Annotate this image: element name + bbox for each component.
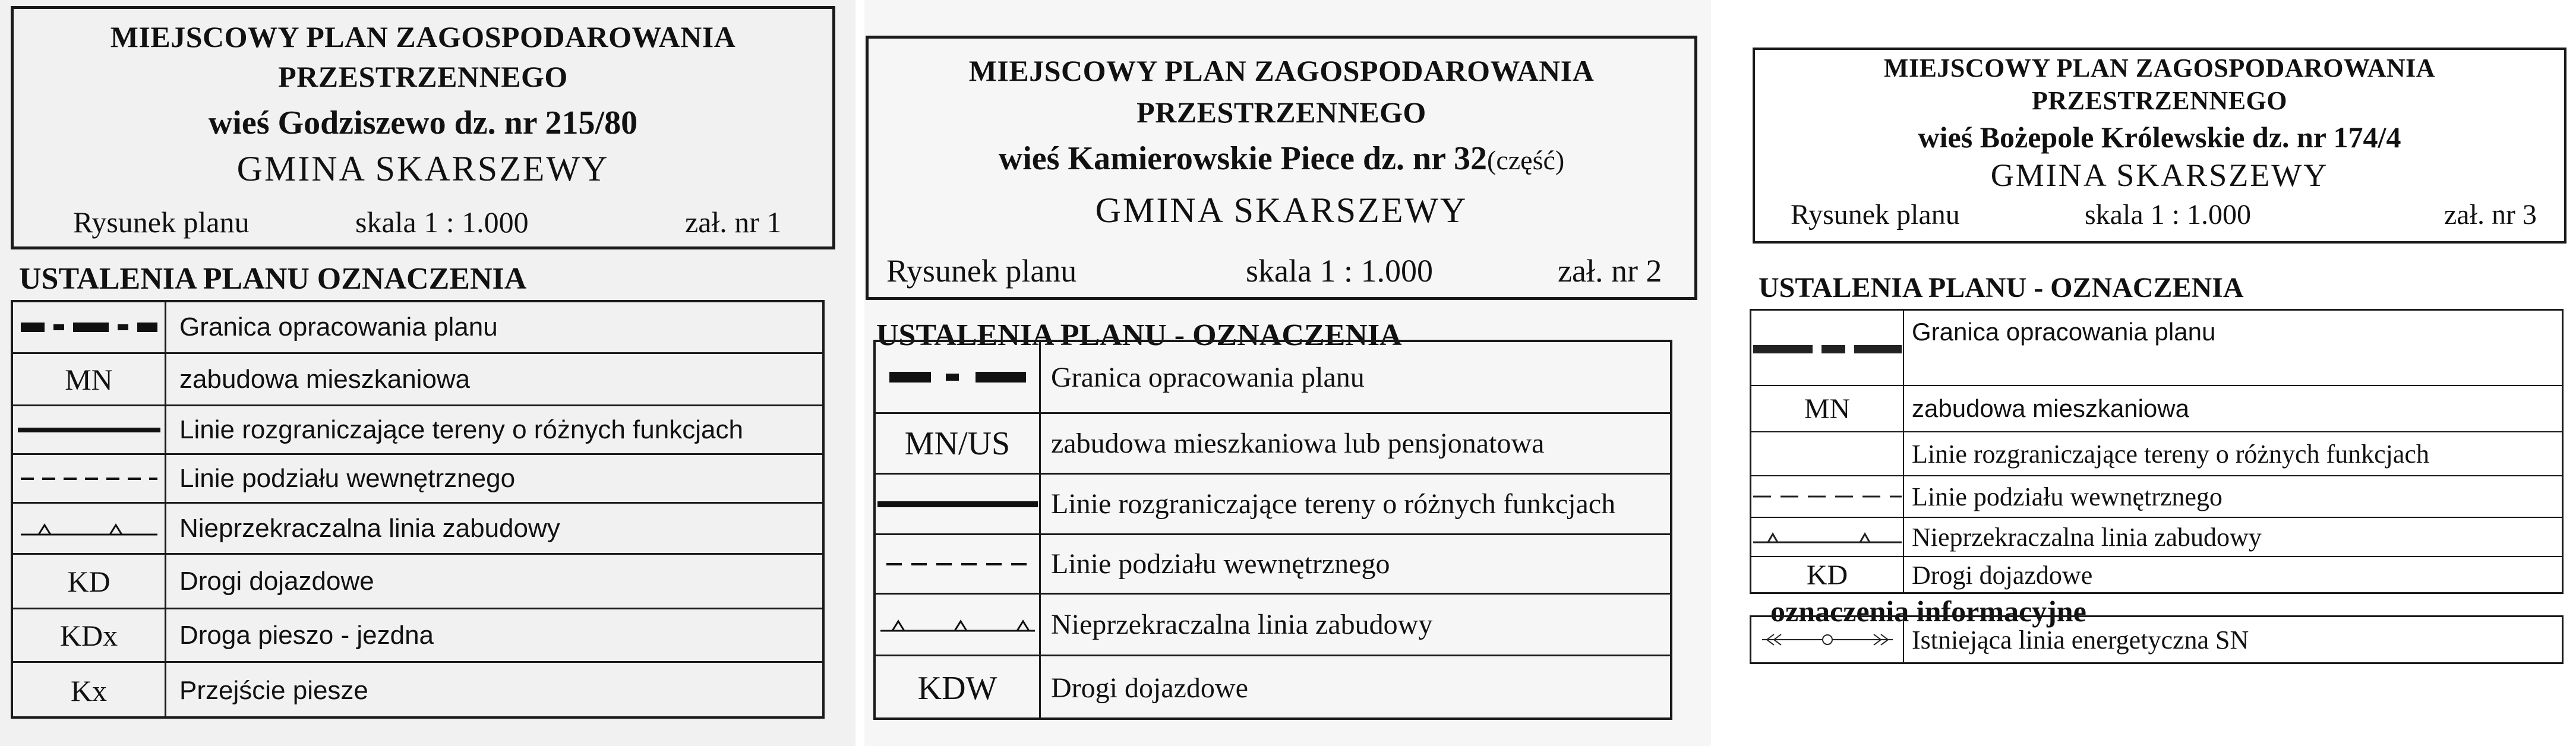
plan-sheet-3 xyxy=(1723,0,2576,746)
title-line-2: PRZESTRZENNEGO xyxy=(2032,86,2287,115)
gmina-label: GMINA SKARSZEWY xyxy=(1095,191,1468,230)
legend-table xyxy=(873,340,1672,720)
plan-sheet-2 xyxy=(864,0,1711,746)
title-line-2: PRZESTRZENNEGO xyxy=(278,60,568,93)
legend-row xyxy=(13,502,822,553)
legend-row xyxy=(1751,617,2562,662)
legend-row xyxy=(876,593,1670,655)
legend-row xyxy=(1751,385,2562,431)
division-line-symbol xyxy=(1751,476,1903,517)
legend-description: Linie podziału wewnętrznego xyxy=(1912,482,2223,511)
division-line-symbol xyxy=(876,535,1039,593)
legend-row xyxy=(1751,475,2562,517)
legend-description: zabudowa mieszkaniowa xyxy=(179,364,471,394)
legend-description: Linie podziału wewnętrznego xyxy=(1051,548,1390,580)
legend-symbol: MN xyxy=(65,362,113,396)
plan-sheet-1 xyxy=(0,0,855,746)
legend-heading: USTALENIA PLANU - OZNACZENIA xyxy=(1759,272,2244,304)
scale-label: skala 1 : 1.000 xyxy=(1246,253,1433,289)
legend-row xyxy=(876,655,1670,720)
scale-label: skala 1 : 1.000 xyxy=(355,206,529,239)
legend-row xyxy=(13,453,822,502)
legend-symbol: MN xyxy=(1804,393,1851,425)
info-legend-heading: oznaczenia informacyjne xyxy=(1770,595,2086,628)
legend-heading: USTALENIA PLANU OZNACZENIA xyxy=(19,262,527,296)
legend-description: Granica opracowania planu xyxy=(1051,361,1365,393)
legend-table xyxy=(11,300,825,719)
legend-row xyxy=(876,533,1670,593)
boundary-line-symbol xyxy=(876,475,1039,533)
legend-row xyxy=(1751,431,2562,475)
legend-description: Droga pieszo - jezdna xyxy=(179,620,434,650)
legend-symbol: KD xyxy=(1806,560,1848,591)
legend-row xyxy=(876,412,1670,473)
legend-description: Istniejąca linia energetyczna SN xyxy=(1912,625,2249,655)
gmina-label: GMINA SKARSZEWY xyxy=(1990,157,2329,193)
building-line-symbol xyxy=(13,504,165,553)
title-line-1: MIEJSCOWY PLAN ZAGOSPODAROWANIA xyxy=(968,54,1595,87)
legend-row xyxy=(13,302,822,352)
legend-description: zabudowa mieszkaniowa xyxy=(1912,394,2189,422)
legend-symbol: KD xyxy=(67,564,111,598)
legend-heading: USTALENIA PLANU - OZNACZENIA xyxy=(876,318,1402,352)
gmina-label: GMINA SKARSZEWY xyxy=(236,149,610,188)
legend-description: Przejście piesze xyxy=(179,676,368,705)
legend-symbol: MN/US xyxy=(904,425,1011,462)
legend-description: Linie rozgraniczające tereny o różnych funkcjach xyxy=(1912,439,2429,469)
building-line-symbol xyxy=(1751,518,1903,556)
title-block xyxy=(11,6,835,249)
title-line-1: MIEJSCOWY PLAN ZAGOSPODAROWANIA xyxy=(1883,53,2436,83)
scale-label: skala 1 : 1.000 xyxy=(2085,199,2251,230)
legend-row xyxy=(1751,311,2562,385)
legend-row xyxy=(13,352,822,404)
drawing-label: Rysunek planu xyxy=(1791,199,1960,230)
legend-description: Drogi dojazdowe xyxy=(179,566,374,596)
legend-row xyxy=(1751,556,2562,593)
plan-boundary-symbol xyxy=(1751,311,1903,385)
building-line-symbol xyxy=(876,595,1039,655)
division-line-symbol xyxy=(13,455,165,502)
legend-description: Linie rozgraniczające tereny o różnych funkcjach xyxy=(179,415,743,444)
attachment-label: zał. nr 3 xyxy=(2444,199,2537,230)
plan-boundary-symbol xyxy=(13,302,165,352)
power-line-symbol xyxy=(1751,617,1903,662)
legend-row xyxy=(13,661,822,719)
attachment-label: zał. nr 2 xyxy=(1558,253,1662,289)
legend-row xyxy=(13,404,822,453)
legend-description: Drogi dojazdowe xyxy=(1912,561,2093,590)
info-legend-table xyxy=(1750,615,2564,664)
legend-row xyxy=(876,473,1670,533)
plan-boundary-symbol xyxy=(876,342,1039,412)
legend-table xyxy=(1750,309,2564,594)
location-label: wieś Godziszewo dz. nr 215/80 xyxy=(208,105,638,141)
legend-row xyxy=(1751,517,2562,556)
legend-description: zabudowa mieszkaniowa lub pensjonatowa xyxy=(1051,428,1545,459)
legend-description: Linie rozgraniczające tereny o różnych funkcjach xyxy=(1051,488,1616,520)
boundary-line-symbol xyxy=(13,406,165,453)
attachment-label: zał. nr 1 xyxy=(685,206,782,239)
location-label xyxy=(869,140,1694,178)
legend-description: Granica opracowania planu xyxy=(179,312,498,342)
legend-description: Drogi dojazdowe xyxy=(1051,672,1248,704)
location-text: wieś Kamierowskie Piece dz. nr 32 xyxy=(998,140,1487,177)
legend-description: Granica opracowania planu xyxy=(1912,318,2216,346)
location-label: wieś Bożepole Królewskie dz. nr 174/4 xyxy=(1918,121,2401,154)
title-line-1: MIEJSCOWY PLAN ZAGOSPODAROWANIA xyxy=(110,20,736,53)
location-suffix: (część) xyxy=(1487,145,1565,175)
legend-row xyxy=(876,342,1670,412)
legend-row xyxy=(13,553,822,608)
drawing-label: Rysunek planu xyxy=(886,253,1077,289)
legend-description: Nieprzekraczalna linia zabudowy xyxy=(1912,522,2262,552)
title-block xyxy=(1753,48,2566,244)
legend-description: Nieprzekraczalna linia zabudowy xyxy=(1051,609,1433,640)
legend-description: Linie podziału wewnętrznego xyxy=(179,463,516,493)
title-block xyxy=(866,36,1697,300)
legend-row xyxy=(13,608,822,661)
legend-symbol: Kx xyxy=(70,674,108,707)
legend-description: Nieprzekraczalna linia zabudowy xyxy=(179,513,560,543)
title-line-2: PRZESTRZENNEGO xyxy=(1137,96,1426,129)
drawing-label: Rysunek planu xyxy=(73,206,250,239)
legend-symbol: KDx xyxy=(59,618,118,652)
legend-symbol: KDW xyxy=(917,669,997,707)
